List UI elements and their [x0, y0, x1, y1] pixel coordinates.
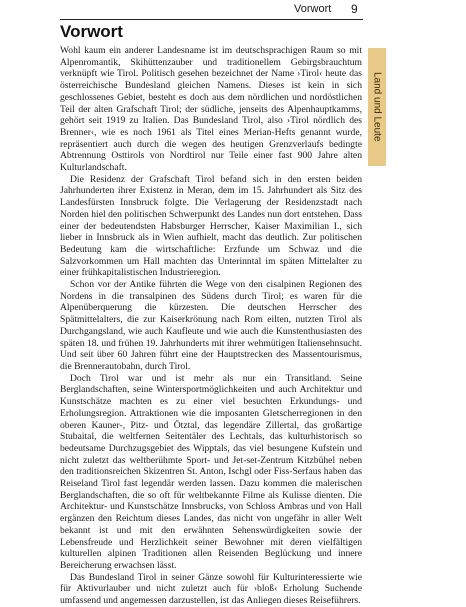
- body-text: [60, 45, 362, 607]
- section-side-tab-label: Land und Leute: [371, 72, 383, 142]
- paragraph: Wohl kaum ein anderer Landesname ist im deutschsprachigen Raum so mit Alpenromantik, Skihüttenzauber und traditionellem Gebirgsbrauchtum verknüpft wie Tirol. Politisch gesehen bezeichnet der Name ›Tirol‹ heute das österreichische Bundesland gleichen Namens. Dieses ist kein in sich geschlossenes Gebiet, besteht es doch aus dem nördlichen und nordöstlichen Teil der alten Grafschaft Tirol; der südliche, jenseits des Alpenhauptkamms, gehört seit 1919 zu Italien. Das Bundesland Tirol, also ›Tirol nördlich des Brenner‹, wie es noch 1961 als Titel eines Merian-Hefts genannt wurde, repräsentiert auch durch die wegen des heutigen Grenzverlaufs bedingte Abtrennung Osttirols von Nordtirol nur Teile einer fast 900 Jahre alten Kulturlandschaft.: [60, 45, 362, 174]
- paragraph: Doch Tirol war und ist mehr als nur ein Transitland. Seine Berglandschaften, seine Wintersportmöglichkeiten und auch Architektur und Kunstschätze machten es zu einer viel besuchten Erkundungs- und Erholungsregion. Attraktionen wie die imposanten Gletscherregionen in den oberen Kauner-, Pitz- und Ötztal, das legendäre Zillertal, das großartige Stubaital, die weltfernen Seitentäler des Lechtals, das kulturhistorisch so bedeutsame Durchzugsgebiet des Wipptals, das viel besungene Kufstein und nicht zuletzt das weltberühmte Sport- und Jet-set-Zentrum Kitzbühel neben den traditionsreichen Skizentren St. Anton, Ischgl oder Fiss-Serfaus haben das Reiseland Tirol fast legendär werden lassen. Dazu kommen die malerischen Berglandschaften, die so oft für weltbekannte Filme als Kulisse dienten. Die Architektur- und Kunstschätze Innsbrucks, von Schloss Ambras und von Hall ergänzen den Reichtum dieses Landes, das nicht von ungefähr in aller Welt bekannt ist und mit den erwähnten Sehenswürdigkeiten sowie der Lebensfreude und Herzlichkeit seiner Bewohner mit deren vielfältigen kulturellen alpinen Traditionen allen Reisenden Beglückung und innere Bereicherung erwachsen lässt.: [60, 372, 362, 571]
- section-side-tab: [368, 48, 386, 166]
- paragraph: Das Bundesland Tirol in seiner Gänze sowohl für Kulturinteressierte wie für Aktivurlauber und nicht zuletzt auch für ›bloß‹ Erholung Suchende umfassend und angemessen darzustellen, ist das Anliegen dieses Reiseführers.: [60, 571, 362, 607]
- page-number: 9: [351, 2, 358, 16]
- paragraph: Die Residenz der Grafschaft Tirol befand sich in den ersten beiden Jahrhunderten ihrer Existenz in Meran, dem im 15. Jahrhundert als Sitz des Landesfürsten Innsbruck folgte. Die Verlagerung der Residenzstadt nach Norden hiel den politischen Schwerpunkt des Landes nun dort entstehen. Dass einer der bedeutendsten Habsburger Herrscher, Kaiser Maximilian I., sich lieber in Innsbruck als in Wien aufhielt, macht das deutlich. Zur politischen Bedeutung kam die wirtschaftliche: Erzfunde um Schwaz und die Salzvorkommen um Hall machten das Unterinntal im späten Mittelalter zu einer frühkapitalistischen Industrieregion.: [60, 173, 362, 279]
- chapter-title: Vorwort: [60, 22, 123, 41]
- header-rule: [60, 19, 363, 20]
- paragraph: Schon vor der Antike führten die Wege von den cisalpinen Regionen des Nordens in die transalpinen des Südens durch Tirol; es waren für die Alpenüberquerung die kürzesten. Die deutschen Herrscher des Spätmittelalters, die zur Kaiserkrönung nach Rom eilten, nutzten Tirol als Durchgangsland, wie auch Kaufleute und wie auch die Kunstenthusiasten des späten 18. und frühen 19. Jahrhunderts mit ihrer wehmütigen Italiensehnsucht. Und seit über 60 Jahren führt eine der Hauptstrecken des Massentourismus, die Brennerautobahn, durch Tirol.: [60, 279, 362, 372]
- running-title: Vorwort: [294, 3, 332, 15]
